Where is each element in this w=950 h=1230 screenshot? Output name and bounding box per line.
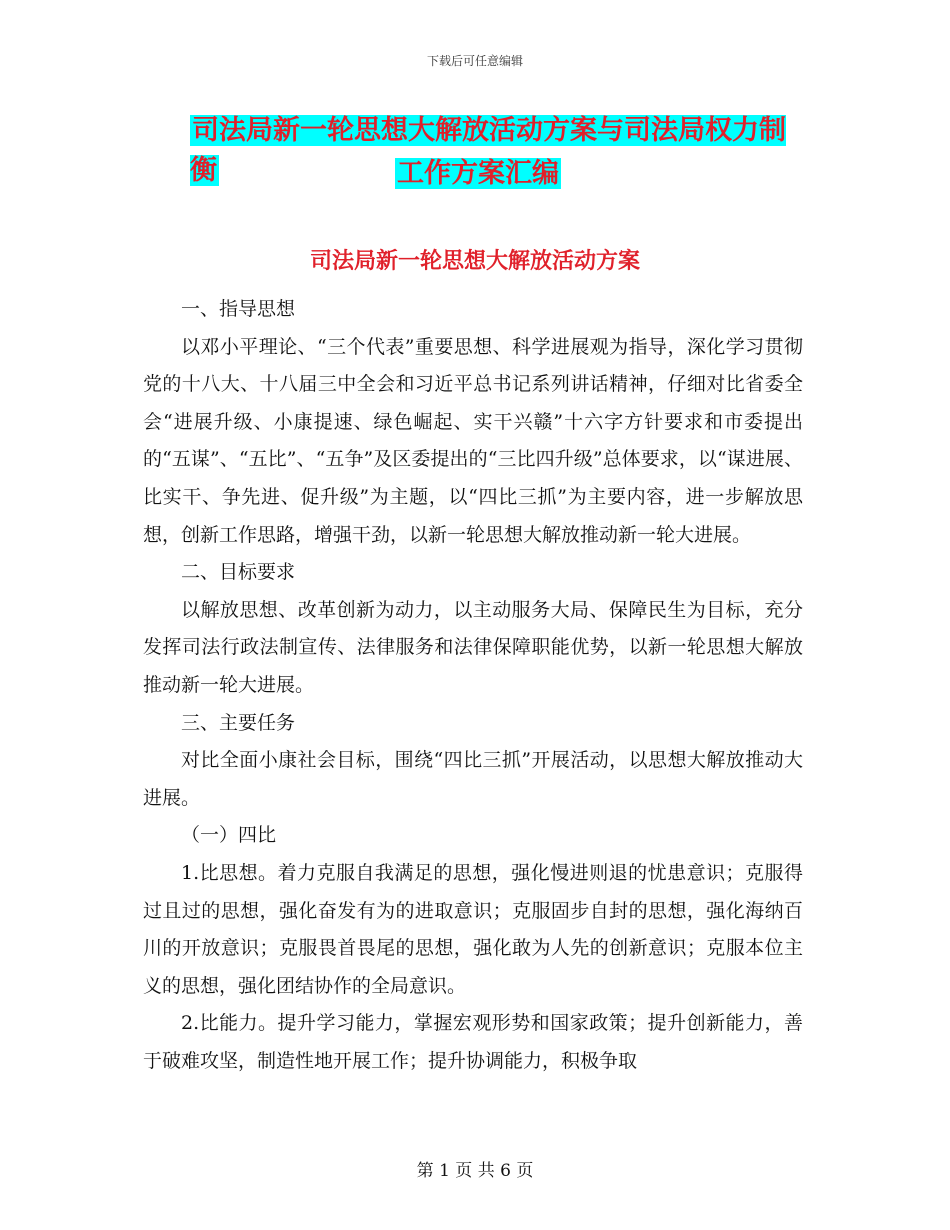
paragraph-guiding-ideology: 以邓小平理论、“三个代表”重要思想、科学进展观为指导，深化学习贯彻党的十八大、十八届三中全会和习近平总书记系列讲话精神，仔细对比省委全会“进展升级、小康提速、绿色崛起、实干兴赣”十六字方针要求和市委提出的“五谋”、“五比”、“五争”及区委提出的“三比四升级”总体要求，以“谋进展、比实干、争先进、促升级”为主题，以“四比三抓”为主要内容，进一步解放思想，创新工作思路，增强干劲，以新一轮思想大解放推动新一轮大进展。 [143,335,803,546]
heading-objectives: 二、目标要求 [181,561,296,584]
paragraph-main-tasks: 对比全面小康社会目标，围绕“四比三抓”开展活动，以思想大解放推动大进展。 [143,749,803,809]
page-footer: 第 1 页 共 6 页 [416,1161,534,1181]
subheading-four-comparisons: （一）四比 [181,824,277,847]
main-title-line2-text: 工作方案汇编 [397,158,559,189]
header-note: 下载后可任意编辑 [426,54,523,68]
heading-main-tasks: 三、主要任务 [181,711,296,734]
heading-guiding-ideology: 一、指导思想 [181,298,296,320]
section-title: 司法局新一轮思想大解放活动方案 [309,249,640,274]
main-title-line1-text: 司法局新一轮思想大解放活动方案与司法局权力制衡 [190,115,786,186]
main-title-line2 [395,154,950,194]
paragraph-objectives: 以解放思想、改革创新为动力，以主动服务大局、保障民生为目标，充分发挥司法行政法制宣传、法律服务和法律保障职能优势，以新一轮思想大解放推动新一轮大进展。 [143,598,803,696]
paragraph-compare-thinking: 1.比思想。着力克服自我满足的思想，强化慢进则退的忧患意识；克服得过且过的思想，强化奋发有为的进取意识；克服固步自封的思想，强化海纳百川的开放意识；克服畏首畏尾的思想，强化敢为人先的创新意识；克服本位主义的思想，强化团结协作的全局意识。 [143,861,803,997]
document-body [143,291,803,1080]
paragraph-compare-ability: 2.比能力。提升学习能力，掌握宏观形势和国家政策；提升创新能力，善于破难攻坚，制造性地开展工作；提升协调能力，积极争取 [143,1012,803,1072]
